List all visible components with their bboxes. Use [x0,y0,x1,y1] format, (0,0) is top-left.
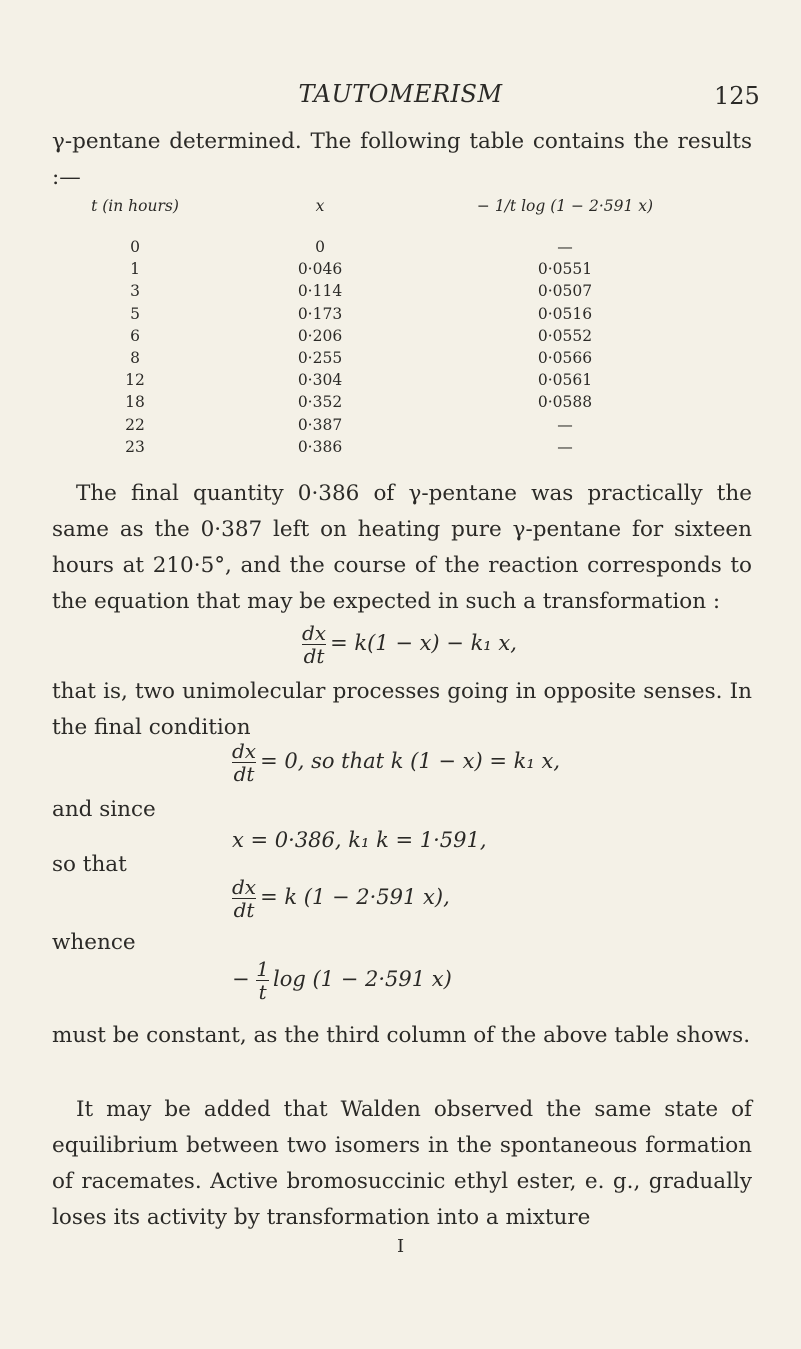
cell-value: 0·0516 [537,304,593,323]
table-row [60,391,700,413]
table-row [60,436,700,458]
table-row [60,414,700,436]
cell-value: 0·0552 [537,326,593,345]
equation-substituted [232,876,450,921]
cell-t: 0 [130,238,140,257]
label-so-that: so that [52,852,127,877]
equation-rate-rhs: = k(1 − x) − k₁ x, [330,631,517,655]
equation-rate [302,622,517,667]
cell-value: 0·0588 [537,393,593,412]
cell-value: 0·0507 [537,282,593,301]
label-whence: whence [52,930,136,955]
cell-t: 23 [125,437,145,456]
cell-t: 3 [130,282,140,301]
cell-t: 5 [130,304,140,323]
running-head: TAUTOMERISM [298,80,503,108]
cell-x: 0·173 [297,304,343,323]
cell-x: 0·046 [297,260,343,279]
cell-t: 18 [125,393,145,412]
equation-equilibrium-rhs: = 0, so that k (1 − x) = k₁ x, [260,749,560,773]
header-x: x [315,197,325,215]
table-header-row [60,196,700,236]
cell-value: 0·0561 [537,371,593,390]
cell-t: 8 [130,349,140,368]
cell-x: 0 [315,238,325,257]
header-log-expression: − 1/t log (1 − 2·591 x) [476,197,654,215]
intro-paragraph: γ-pentane determined. The following table contains the results :— [52,129,752,190]
cell-x: 0·352 [297,393,343,412]
table-row [60,303,700,325]
cell-t: 12 [125,371,145,390]
table-row [60,325,700,347]
cell-value: 0·0566 [537,349,593,368]
header-time: t (in hours) [91,197,179,215]
paragraph-must-be-constant: must be constant, as the third column of the above table shows. [52,1023,751,1048]
cell-value: — [557,415,573,434]
fraction-dx-dt: $\frac{dx}{dt}$ [232,875,257,922]
equation-equilibrium [232,740,560,785]
paragraph-unimolecular: that is, two unimolecular processes going in opposite senses. In the final condition [52,679,752,740]
cell-x: 0·255 [297,349,343,368]
cell-value: — [557,238,573,257]
equation-values: x = 0·386, k₁ k = 1·591, [232,828,487,852]
equation-log-expression: − $\frac{1}{t}$ log (1 − 2·591 x) [232,957,452,1004]
cell-x: 0·206 [297,326,343,345]
fraction-one-over-t: $\frac{1}{t}$ [256,957,270,1004]
cell-value: — [557,437,573,456]
cell-x: 0·386 [297,437,343,456]
table-row [60,236,700,258]
table-row [60,347,700,369]
label-and-since: and since [52,797,156,822]
cell-t: 6 [130,326,140,345]
cell-x: 0·114 [297,282,343,301]
table-row [60,280,700,302]
cell-t: 1 [130,260,140,279]
signature-mark: I [396,1236,405,1257]
page-number: 125 [714,82,760,110]
cell-t: 22 [125,415,145,434]
cell-x: 0·387 [297,415,343,434]
results-table [60,196,700,458]
paragraph-walden: It may be added that Walden observed the same state of equilibrium between two isomers in the spontaneous formation of racemates. Active bromosuccinic ethyl ester, e. g., gradually loses its activity by transformation into a mixture [52,1097,752,1230]
cell-value: 0·0551 [537,260,593,279]
fraction-dx-dt: $\frac{dx}{dt}$ [232,739,257,786]
equation-substituted-rhs: = k (1 − 2·591 x), [260,885,450,909]
table-row [60,258,700,280]
fraction-dx-dt: $\frac{dx}{dt}$ [302,621,327,668]
cell-x: 0·304 [297,371,343,390]
table-row [60,369,700,391]
paragraph-final-quantity: The final quantity 0·386 of γ-pentane was practically the same as the 0·387 left on heating pure γ-pentane for sixteen hours at 210·5°, and the course of the reaction corresponds to the equation that may be expected in such a transformation : [52,481,752,614]
equation-log-rhs: log (1 − 2·591 x) [273,967,452,991]
